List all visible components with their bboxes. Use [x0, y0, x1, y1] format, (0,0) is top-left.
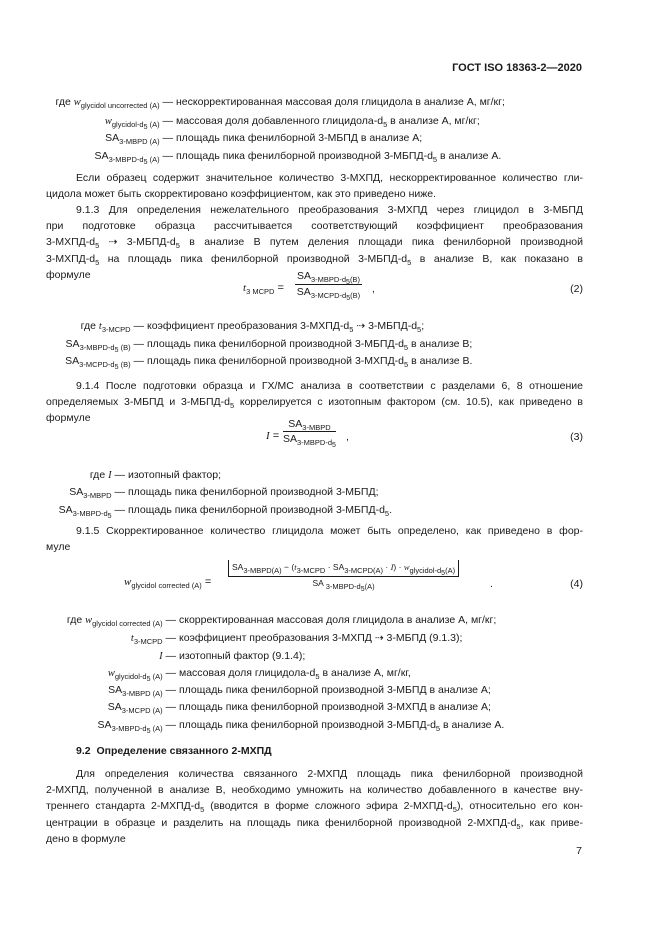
equation-fraction: $SA_{3-MBPD(A)} - (t_{3-MCPD} \cdot SA_{3-MCPD(A)} \cdot I) \cdot w_{glycidol-d5(A)}$ SA $_{3-MBPD-d5(A)}$	[228, 560, 459, 590]
definition-symbol: $SA_{3-MBPD (A)}$ —	[105, 132, 173, 146]
paragraph: Если образец содержит значительное количество 3-МХПД, нескорректированное количество гли- цидола может быть скорректировано коэффициентом, как это приведено ниже.	[46, 172, 583, 201]
definition-text: изотопный фактор;	[128, 469, 221, 481]
definition-text: массовая доля добавленного глицидола-$d_5$ в анализе А, мг/кг;	[176, 115, 480, 129]
paragraph-9-1-3: 9.1.3 Для определения нежелательного преобразования 3-МХПД через глицидол в 3-МБПД при подготовке образца рассчитывается соответствующий коэффициент преобразования $3-МХПД-d_5$ ⇢ $3-МБПД-d_5$ в анализе В путем деления площади пика фенилборной производной $3-МХПД-d_5$ на площадь пика фенилборной производной $3-МБПД-d_5$ в анализе В, как показано в формуле	[46, 204, 583, 281]
definition-text: скорректированная массовая доля глицидола в анализе А, мг/кг;	[179, 614, 497, 626]
paragraph-9-2: Для определения количества связанного 2-МХПД площадь пика фенилборной производной 2-МХПД, полученной в анализе В, необходимо умножить на количество добавленного в качестве вну- треннего стандарта $2-МХПД-d_5$ (вводится в форме сложного эфира $2-МХПД-d_5$), относительно его кон- центрации в образце и разделить на площадь пика фенилборной производной $2-МХПД-d_5$, как приве- дено в формуле	[46, 768, 583, 845]
paragraph-9-1-4: 9.1.4 После подготовки образца и ГХ/МС анализа в соответствии с разделами 6, 8 отношение определяемых 3-МБПД и $3-МБПД-d_5$ коррелируется с изотопным фактором (см. 10.5), как приведено в формуле	[46, 380, 583, 425]
definition-symbol: $SA_{3-MBPD-d5 (A)}$ —	[94, 150, 173, 166]
equation-number: (3)	[570, 431, 583, 443]
definition-symbol: где $w_{glycidol uncorrected (A)}$ —	[55, 96, 173, 110]
definition-symbol: $SA_{3-MBPD-d5}$ —	[58, 504, 125, 520]
definition-symbol: I —	[159, 650, 176, 662]
definition-symbol: $SA_{3-MCPD (A)}$ —	[107, 701, 176, 715]
definition-text: массовая доля глицидола-$d_5$ в анализе А, мг/кг,	[179, 667, 411, 681]
definition-symbol: $SA_{3-MBPD (A)}$ —	[108, 684, 176, 698]
definition-symbol: $SA_{3-MBPD-d5 (B)}$ —	[65, 338, 144, 354]
equation-fraction: $SA_{3-MBPD}$ $SA_{3-MBPD-d5}$	[283, 418, 336, 449]
definition-text: площадь пика фенилборной производной 3-МБПД;	[128, 486, 379, 498]
definition-symbol: где $t_{3-MCPD}$ —	[80, 320, 144, 334]
definition-symbol: где $w_{glycidol corrected (A)}$ —	[66, 614, 176, 628]
definition-text: нескорректированная массовая доля глицидола в анализе А, мг/кг;	[176, 96, 505, 108]
equation-number: (2)	[570, 283, 583, 295]
definition-symbol: $SA_{3-MCPD-d5 (B)}$ —	[65, 355, 144, 371]
definition-text: площадь пика фенилборной 3-МБПД в анализе А;	[176, 132, 423, 144]
paragraph-9-1-5: 9.1.5 Скорректированное количество глицидола может быть определено, как приведено в фор- муле	[46, 525, 583, 554]
definition-text: площадь пика фенилборной производной $3-МХПД-d_5$ в анализе В.	[147, 355, 473, 369]
definition-text: коэффициент преобразования $3-МХПД-d_5$ ⇢ $3-МБПД-d_5$;	[147, 320, 425, 334]
definition-symbol: $w_{glycidol-d5 (A)}$ —	[104, 115, 173, 131]
definition-text: площадь пика фенилборной производной $3-МБПД-d_5$ в анализе А.	[179, 719, 505, 733]
definition-symbol: $w_{glycidol-d5 (A)}$ —	[107, 667, 176, 683]
definition-symbol: $SA_{3-MBPD-d5 (A)}$ —	[97, 719, 176, 735]
equation-number: (4)	[570, 578, 583, 590]
definition-text: площадь пика фенилборной производной $3-МБПД-d_5$ в анализе В;	[147, 338, 473, 352]
page-number: 7	[576, 845, 582, 857]
equation-lhs: $t_{3 MCPD}$ =	[243, 282, 284, 296]
equation-fraction: $SA_{3-MBPD-d5(B)}$ $SA_{3-MCPD-d5(B)}$	[296, 270, 361, 302]
definition-symbol: $t_{3-MCPD}$ —	[130, 632, 176, 646]
definition-text: изотопный фактор (9.1.4);	[179, 650, 306, 662]
definition-symbol: $SA_{3-MBPD}$ —	[69, 486, 125, 500]
definition-text: коэффициент преобразования 3-МХПД ⇢ 3-МБПД (9.1.3);	[179, 632, 463, 644]
definition-text: площадь пика фенилборной производной 3-МХПД в анализе А;	[179, 701, 491, 713]
definition-text: площадь пика фенилборной производной $3-МБПД-d_5$ в анализе А.	[176, 150, 502, 164]
definition-text: площадь пика фенилборной производной $3-МБПД-d_5$.	[128, 504, 393, 518]
equation-lhs: $w_{glycidol corrected (A)}$ =	[124, 576, 212, 590]
section-heading: 9.2 Определение связанного 2-МХПД	[76, 745, 272, 757]
definition-symbol: где I —	[89, 469, 125, 481]
equation-lhs: I =	[266, 430, 280, 442]
document-header: ГОСТ ISO 18363-2—2020	[452, 62, 582, 74]
definition-text: площадь пика фенилборной производной 3-МБПД в анализе А;	[179, 684, 491, 696]
